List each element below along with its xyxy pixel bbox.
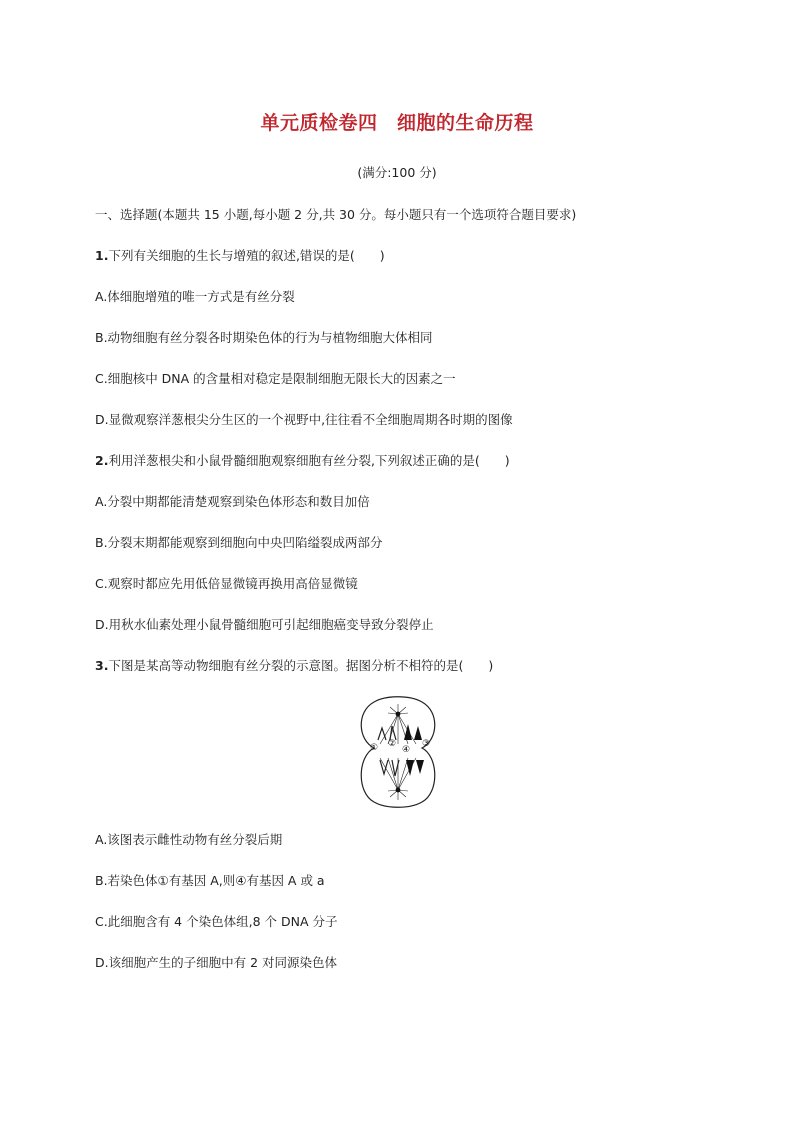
- question-2-option-b: B.分裂末期都能观察到细胞向中央凹陷缢裂成两部分: [95, 535, 383, 550]
- question-1-option-c: C.细胞核中 DNA 的含量相对稳定是限制细胞无限长大的因素之一: [95, 371, 456, 386]
- question-2-option-c: C.观察时都应先用低倍显微镜再换用高倍显微镜: [95, 576, 358, 591]
- question-number: 2.: [95, 453, 109, 468]
- label-4: ④: [402, 745, 411, 755]
- cell-division-figure: [352, 694, 444, 810]
- question-1-option-b: B.动物细胞有丝分裂各时期染色体的行为与植物细胞大体相同: [95, 330, 433, 345]
- question-3-option-b: B.若染色体①有基因 A,则④有基因 A 或 a: [95, 873, 325, 888]
- page-title: 单元质检卷四 细胞的生命历程: [260, 112, 534, 134]
- question-3-option-d: D.该细胞产生的子细胞中有 2 对同源染色体: [95, 955, 337, 970]
- question-2-option-a: A.分裂中期都能清楚观察到染色体形态和数目加倍: [95, 494, 370, 509]
- question-text: 下图是某高等动物细胞有丝分裂的示意图。据图分析不相符的是( ): [108, 658, 494, 673]
- question-1-option-a: A.体细胞增殖的唯一方式是有丝分裂: [95, 289, 295, 304]
- question-3-option-c: C.此细胞含有 4 个染色体组,8 个 DNA 分子: [95, 914, 338, 929]
- question-number: 1.: [95, 248, 109, 263]
- question-text: 利用洋葱根尖和小鼠骨髓细胞观察细胞有丝分裂,下列叙述正确的是( ): [108, 453, 510, 468]
- label-1: ①: [370, 743, 379, 753]
- question-1-stem: [95, 246, 385, 264]
- full-score: (满分:100 分): [357, 165, 437, 180]
- question-2-stem: [95, 451, 510, 469]
- question-text: 下列有关细胞的生长与增殖的叙述,错误的是( ): [108, 248, 385, 263]
- question-number: 3.: [95, 658, 109, 673]
- question-3-stem: [95, 656, 493, 674]
- question-1-option-d: D.显微观察洋葱根尖分生区的一个视野中,往往看不全细胞周期各时期的图像: [95, 412, 513, 427]
- question-2-option-d: D.用秋水仙素处理小鼠骨髓细胞可引起细胞癌变导致分裂停止: [95, 617, 434, 632]
- label-3: ③: [422, 739, 431, 749]
- question-3-option-a: A.该图表示雌性动物有丝分裂后期: [95, 832, 283, 847]
- label-2: ②: [388, 739, 397, 749]
- section-heading: 一、选择题(本题共 15 小题,每小题 2 分,共 30 分。每小题只有一个选项符合题目要求): [95, 207, 577, 222]
